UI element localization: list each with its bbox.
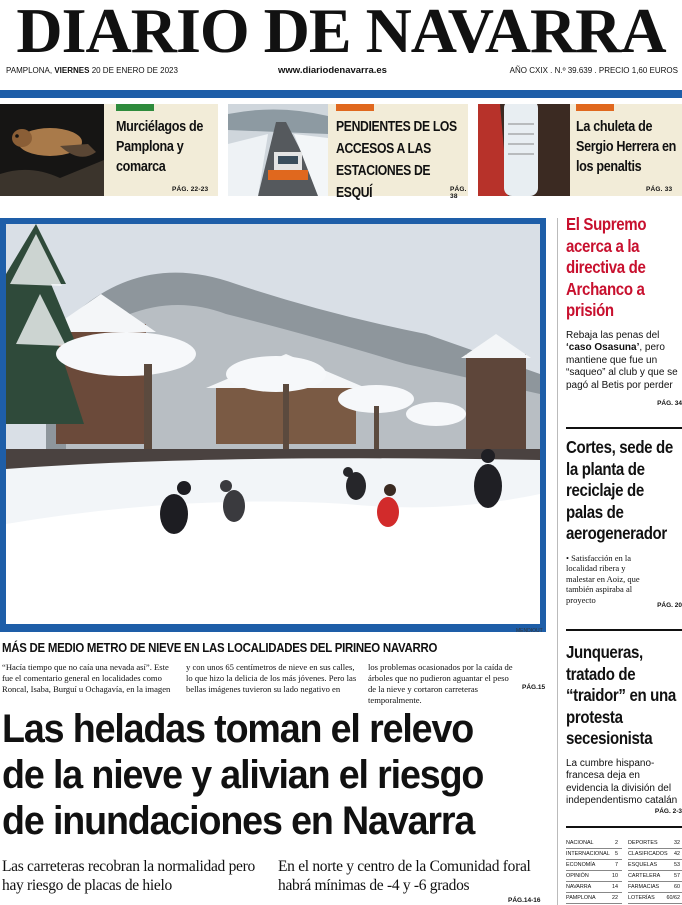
sidebar-rule: [566, 629, 682, 631]
index-label: FARMACIAS: [628, 884, 660, 890]
index-row[interactable]: [628, 860, 682, 871]
index-label: INTERNACIONAL: [566, 851, 610, 857]
sidebar-story-body: La cumbre hispano-francesa deja en evidencia la división del independentismo catalán: [566, 757, 678, 806]
teaser-flag: [336, 104, 374, 111]
snow-village-photo[interactable]: [6, 224, 540, 624]
body-text: Rebaja las penas del: [566, 329, 660, 341]
teaser-title: La chuleta de Sergio Herrera en los penaltis: [576, 118, 677, 175]
teaser-flag: [576, 104, 614, 111]
teaser-page: PÁG. 33: [646, 186, 673, 193]
index-page: 5: [615, 851, 618, 857]
index-row[interactable]: [628, 871, 682, 882]
index-col-right: [628, 838, 682, 904]
caption-page: PÁG.15: [522, 684, 546, 691]
caption-col-1: “Hacía tiempo que no caía una nevada así”. Este fue el comentario general en localidades como Roncal, Isaba, Burguí u Ochagavía, en la imagen: [2, 662, 171, 694]
index-row[interactable]: [628, 893, 682, 904]
index-label: NAVARRA: [566, 884, 592, 890]
index-label: CLASIFICADOS: [628, 851, 668, 857]
sidebar-story-page: PÁG. 20: [657, 602, 682, 609]
index-row[interactable]: [566, 849, 622, 860]
body-emphasis: ‘caso Osasuna’: [566, 342, 640, 353]
teaser-page: PÁG. 22-23: [172, 186, 209, 193]
hero-photo-frame: [0, 218, 546, 632]
sidebar-story-page: PÁG. 2-3: [654, 808, 682, 815]
index-row[interactable]: [566, 871, 622, 882]
index-label: PAMPLONA: [566, 895, 596, 901]
index-page: 57: [674, 873, 680, 879]
index-label: CARTELERA: [628, 873, 661, 879]
lead-deck-left: Las carreteras recobran la normalidad pero hay riesgo de placas de hielo: [2, 858, 255, 894]
sidebar-story-page: PÁG. 34: [657, 400, 682, 407]
index-page: 60/62: [666, 895, 680, 901]
bat-photo: [0, 104, 104, 196]
index-page: 2: [615, 840, 618, 846]
edition-info-bar: [0, 64, 682, 78]
index-page: 42: [674, 851, 680, 857]
lead-deck-right: En el norte y centro de la Comunidad foral habrá mínimas de -4 y -6 grados: [278, 858, 531, 894]
index-col-left: [566, 838, 622, 904]
index-row[interactable]: [628, 849, 682, 860]
caption-col-3: los problemas ocasionados por la caída de árboles que no pudieron aguantar el peso de la nieve y cortaron carreteras temporalmente.: [368, 662, 513, 705]
dateline-date: 20 DE ENERO DE 2023: [91, 66, 178, 75]
photo-kicker: MÁS DE MEDIO METRO DE NIEVE EN LAS LOCALIDADES DEL PIRINEO NAVARRO: [2, 640, 438, 655]
sidebar-story-body: [566, 330, 682, 393]
index-row[interactable]: [566, 893, 622, 904]
lead-headline[interactable]: Las heladas toman el relevo de la nieve y alivian el riesgo de inundaciones en Navarra: [2, 707, 484, 843]
body-text: , pero mantiene que fue un “saqueo” al club y que se pagó al Betis por perder: [566, 342, 678, 391]
photo-credit: MENDIOUT: [516, 628, 543, 634]
index-label: LOTERÍAS: [628, 895, 655, 901]
teaser-ski-access[interactable]: [228, 104, 468, 201]
teaser-bats[interactable]: [0, 104, 218, 196]
edition-price: AÑO CXIX . N.º 39.639 . PRECIO 1,60 EUROS: [509, 66, 678, 75]
index-page: 32: [674, 840, 680, 846]
teaser-flag: [116, 104, 154, 111]
dateline-city: PAMPLONA,: [6, 66, 53, 75]
index-row[interactable]: [628, 838, 682, 849]
dateline-day: VIERNES: [54, 66, 90, 75]
index-label: DEPORTES: [628, 840, 658, 846]
sidebar-story-title: El Supremo acerca a la directiva de Archanco a prisión: [566, 214, 647, 320]
index-page: 60: [674, 884, 680, 890]
teaser-penalty[interactable]: [478, 104, 682, 196]
snowplow-photo: [228, 104, 328, 196]
newspaper-masthead: DIARIO DE NAVARRA: [16, 0, 666, 66]
index-page: 7: [615, 862, 618, 868]
sidebar-story-body: • Satisfacción en la localidad ribera y malestar en Aoiz, que también aspiraba al proyecto: [566, 552, 640, 605]
teaser-page: PÁG. 38: [450, 186, 467, 200]
water-bottle-photo: [478, 104, 570, 196]
index-page: 53: [674, 862, 680, 868]
index-page: 10: [612, 873, 618, 879]
sidebar-rule: [566, 427, 682, 429]
lead-page: PÁG.14-16: [508, 897, 541, 904]
sidebar-story-supremo[interactable]: [566, 214, 682, 392]
sidebar-story-cortes[interactable]: [566, 437, 682, 605]
sidebar-story-junqueras[interactable]: [566, 642, 682, 808]
sidebar-story-title: Junqueras, tratado de “traidor” en una protesta secesionista: [566, 642, 676, 748]
index-label: OPINIÓN: [566, 873, 589, 879]
index-row[interactable]: [566, 860, 622, 871]
teaser-title: Murciélagos de Pamplona y comarca: [116, 118, 204, 175]
caption-col-2: y con unos 65 centímetros de nieve en sus calles, lo que hizo la delicia de los más jóvenes. Pero las bellas imágenes tuvieron su lado negativo en: [186, 662, 357, 694]
index-row[interactable]: [566, 838, 622, 849]
index-page: 14: [612, 884, 618, 890]
teaser-strip: [0, 104, 682, 201]
sidebar-rule: [566, 826, 682, 828]
website-link[interactable]: www.diariodenavarra.es: [278, 65, 387, 76]
index-label: ESQUELAS: [628, 862, 658, 868]
photo-caption: [2, 662, 546, 705]
sidebar-story-title: Cortes, sede de la planta de reciclaje de palas de aerogenerador: [566, 437, 673, 543]
column-divider: [557, 218, 558, 905]
dateline: [6, 64, 178, 78]
index-row[interactable]: [566, 882, 622, 893]
index-row[interactable]: [628, 882, 682, 893]
teaser-title: PENDIENTES DE LOS ACCESOS A LAS ESTACIONES DE ESQUÍ: [336, 119, 457, 201]
index-label: NACIONAL: [566, 840, 594, 846]
masthead-rule: [0, 90, 682, 98]
index-label: ECONOMÍA: [566, 862, 596, 868]
index-page: 22: [612, 895, 618, 901]
